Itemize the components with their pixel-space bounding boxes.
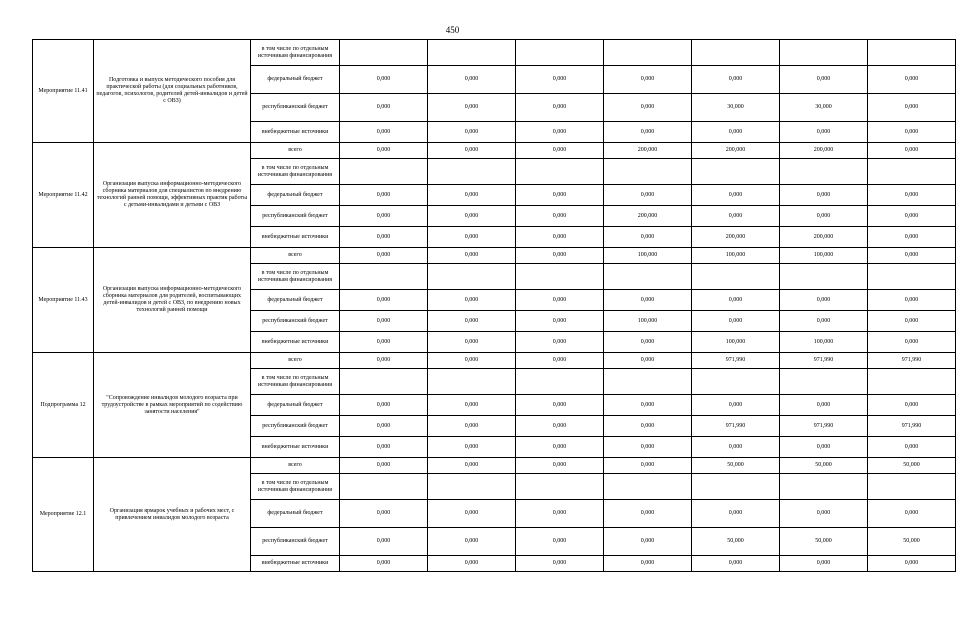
amount-cell: 0,000 xyxy=(428,185,516,206)
amount-cell: 0,000 xyxy=(692,206,780,227)
amount-cell: 0,000 xyxy=(428,311,516,332)
amount-cell xyxy=(516,159,604,185)
amount-cell: 0,000 xyxy=(868,290,956,311)
funding-source-cell: внебюджетные источники xyxy=(251,437,340,458)
program-description-cell: Подготовка и выпуск методического пособия для практической работы (для социальных работников, педагогов, психологов, родителей детей-инвалидов и детей с ОВЗ) xyxy=(94,40,251,143)
funding-source-cell: в том числе по отдельным источникам финансирования xyxy=(251,40,340,66)
amount-cell xyxy=(428,40,516,66)
amount-cell: 100,000 xyxy=(692,248,780,264)
program-description-cell: Организация выпуска информационно-методического сборника материалов для специалистов по внедрению технологий ранней помощи, эффективных практик работы с детьми-инвалидами и детьми с ОВЗ xyxy=(94,143,251,248)
program-code-cell: Подпрограмма 12 xyxy=(33,353,94,458)
funding-source-cell: федеральный бюджет xyxy=(251,185,340,206)
amount-cell: 0,000 xyxy=(340,66,428,94)
amount-cell xyxy=(780,159,868,185)
amount-cell xyxy=(428,474,516,500)
amount-cell xyxy=(428,264,516,290)
amount-cell: 0,000 xyxy=(340,528,428,556)
funding-source-cell: внебюджетные источники xyxy=(251,332,340,353)
amount-cell: 0,000 xyxy=(428,122,516,143)
amount-cell: 200,000 xyxy=(692,227,780,248)
funding-source-cell: всего xyxy=(251,353,340,369)
amount-cell: 0,000 xyxy=(428,556,516,572)
amount-cell: 0,000 xyxy=(340,227,428,248)
amount-cell: 0,000 xyxy=(516,458,604,474)
funding-source-cell: федеральный бюджет xyxy=(251,290,340,311)
amount-cell: 0,000 xyxy=(428,416,516,437)
amount-cell: 0,000 xyxy=(516,500,604,528)
program-code-cell: Мероприятие 11.41 xyxy=(33,40,94,143)
amount-cell: 0,000 xyxy=(604,353,692,369)
amount-cell: 0,000 xyxy=(516,206,604,227)
table-row xyxy=(33,40,956,66)
amount-cell: 0,000 xyxy=(780,206,868,227)
amount-cell xyxy=(604,159,692,185)
table-row xyxy=(33,458,956,474)
amount-cell: 0,000 xyxy=(868,94,956,122)
amount-cell: 0,000 xyxy=(340,500,428,528)
amount-cell: 0,000 xyxy=(428,332,516,353)
amount-cell: 0,000 xyxy=(428,143,516,159)
amount-cell: 200,000 xyxy=(780,143,868,159)
amount-cell: 100,000 xyxy=(604,248,692,264)
funding-source-cell: республиканский бюджет xyxy=(251,416,340,437)
amount-cell xyxy=(780,369,868,395)
amount-cell: 50,000 xyxy=(780,458,868,474)
amount-cell: 0,000 xyxy=(516,290,604,311)
amount-cell xyxy=(516,264,604,290)
amount-cell: 971,990 xyxy=(868,416,956,437)
amount-cell: 0,000 xyxy=(868,437,956,458)
amount-cell: 0,000 xyxy=(604,437,692,458)
funding-source-cell: в том числе по отдельным источникам финансирования xyxy=(251,369,340,395)
amount-cell: 0,000 xyxy=(692,311,780,332)
amount-cell: 971,990 xyxy=(780,416,868,437)
amount-cell: 0,000 xyxy=(604,66,692,94)
amount-cell xyxy=(516,369,604,395)
amount-cell: 971,990 xyxy=(692,416,780,437)
amount-cell: 0,000 xyxy=(340,556,428,572)
program-code-cell: Мероприятие 12.1 xyxy=(33,458,94,572)
amount-cell: 30,000 xyxy=(780,94,868,122)
amount-cell: 0,000 xyxy=(692,122,780,143)
budget-table xyxy=(32,39,956,572)
amount-cell: 0,000 xyxy=(780,185,868,206)
amount-cell xyxy=(780,474,868,500)
amount-cell: 0,000 xyxy=(516,311,604,332)
funding-source-cell: республиканский бюджет xyxy=(251,94,340,122)
amount-cell xyxy=(516,474,604,500)
amount-cell: 100,000 xyxy=(780,332,868,353)
amount-cell: 0,000 xyxy=(604,416,692,437)
amount-cell: 0,000 xyxy=(340,94,428,122)
amount-cell: 0,000 xyxy=(340,248,428,264)
amount-cell: 0,000 xyxy=(340,311,428,332)
amount-cell: 0,000 xyxy=(868,206,956,227)
funding-source-cell: республиканский бюджет xyxy=(251,528,340,556)
amount-cell xyxy=(604,264,692,290)
amount-cell: 0,000 xyxy=(692,66,780,94)
funding-source-cell: внебюджетные источники xyxy=(251,556,340,572)
funding-source-cell: федеральный бюджет xyxy=(251,66,340,94)
amount-cell xyxy=(340,474,428,500)
amount-cell: 0,000 xyxy=(516,437,604,458)
amount-cell xyxy=(692,264,780,290)
amount-cell: 0,000 xyxy=(516,395,604,416)
amount-cell: 200,000 xyxy=(692,143,780,159)
amount-cell: 0,000 xyxy=(604,185,692,206)
amount-cell: 200,000 xyxy=(604,206,692,227)
amount-cell: 50,000 xyxy=(692,458,780,474)
amount-cell: 971,990 xyxy=(780,353,868,369)
amount-cell: 0,000 xyxy=(340,395,428,416)
amount-cell: 0,000 xyxy=(340,290,428,311)
amount-cell xyxy=(780,264,868,290)
amount-cell: 0,000 xyxy=(516,227,604,248)
amount-cell: 0,000 xyxy=(692,437,780,458)
amount-cell: 0,000 xyxy=(516,332,604,353)
amount-cell: 0,000 xyxy=(868,227,956,248)
amount-cell xyxy=(868,369,956,395)
amount-cell: 0,000 xyxy=(604,94,692,122)
amount-cell: 0,000 xyxy=(340,353,428,369)
amount-cell: 0,000 xyxy=(516,528,604,556)
amount-cell: 0,000 xyxy=(868,311,956,332)
page-number: 450 xyxy=(445,25,460,35)
amount-cell: 0,000 xyxy=(604,458,692,474)
amount-cell: 0,000 xyxy=(428,353,516,369)
amount-cell xyxy=(428,369,516,395)
amount-cell: 0,000 xyxy=(780,290,868,311)
program-code-cell: Мероприятие 11.42 xyxy=(33,143,94,248)
amount-cell xyxy=(604,369,692,395)
amount-cell xyxy=(428,159,516,185)
amount-cell xyxy=(868,40,956,66)
amount-cell xyxy=(868,159,956,185)
amount-cell xyxy=(780,40,868,66)
amount-cell: 0,000 xyxy=(604,227,692,248)
amount-cell xyxy=(868,264,956,290)
amount-cell xyxy=(604,474,692,500)
amount-cell: 100,000 xyxy=(780,248,868,264)
amount-cell: 0,000 xyxy=(428,395,516,416)
amount-cell: 100,000 xyxy=(604,311,692,332)
amount-cell: 0,000 xyxy=(516,66,604,94)
amount-cell: 0,000 xyxy=(428,227,516,248)
amount-cell: 0,000 xyxy=(604,500,692,528)
amount-cell xyxy=(692,159,780,185)
amount-cell: 0,000 xyxy=(428,437,516,458)
funding-source-cell: всего xyxy=(251,143,340,159)
amount-cell xyxy=(340,40,428,66)
amount-cell: 0,000 xyxy=(428,94,516,122)
amount-cell xyxy=(692,369,780,395)
amount-cell: 0,000 xyxy=(780,66,868,94)
amount-cell: 0,000 xyxy=(868,248,956,264)
amount-cell: 0,000 xyxy=(692,290,780,311)
amount-cell: 0,000 xyxy=(604,556,692,572)
program-description-cell: Организация ярмарок учебных и рабочих мест, с привлечением инвалидов молодого возраста xyxy=(94,458,251,572)
funding-source-cell: в том числе по отдельным источникам финансирования xyxy=(251,474,340,500)
amount-cell: 0,000 xyxy=(516,248,604,264)
amount-cell: 0,000 xyxy=(780,311,868,332)
amount-cell: 0,000 xyxy=(428,290,516,311)
table-row xyxy=(33,353,956,369)
funding-source-cell: в том числе по отдельным источникам финансирования xyxy=(251,264,340,290)
amount-cell: 0,000 xyxy=(868,332,956,353)
program-code-cell: Мероприятие 11.43 xyxy=(33,248,94,353)
funding-source-cell: федеральный бюджет xyxy=(251,395,340,416)
amount-cell: 0,000 xyxy=(868,122,956,143)
amount-cell xyxy=(604,40,692,66)
amount-cell: 0,000 xyxy=(692,500,780,528)
amount-cell: 0,000 xyxy=(516,143,604,159)
amount-cell: 0,000 xyxy=(340,332,428,353)
amount-cell: 0,000 xyxy=(516,353,604,369)
amount-cell: 0,000 xyxy=(868,556,956,572)
funding-source-cell: в том числе по отдельным источникам финансирования xyxy=(251,159,340,185)
amount-cell: 0,000 xyxy=(780,395,868,416)
amount-cell: 0,000 xyxy=(340,416,428,437)
amount-cell: 0,000 xyxy=(340,437,428,458)
amount-cell: 200,000 xyxy=(604,143,692,159)
funding-source-cell: федеральный бюджет xyxy=(251,500,340,528)
amount-cell: 0,000 xyxy=(340,206,428,227)
amount-cell: 0,000 xyxy=(516,556,604,572)
amount-cell: 100,000 xyxy=(692,332,780,353)
funding-source-cell: всего xyxy=(251,458,340,474)
table-row xyxy=(33,248,956,264)
amount-cell: 0,000 xyxy=(428,500,516,528)
amount-cell: 0,000 xyxy=(868,143,956,159)
amount-cell: 0,000 xyxy=(428,528,516,556)
amount-cell: 0,000 xyxy=(780,500,868,528)
funding-source-cell: внебюджетные источники xyxy=(251,122,340,143)
amount-cell: 0,000 xyxy=(692,395,780,416)
amount-cell xyxy=(340,369,428,395)
amount-cell: 50,000 xyxy=(692,528,780,556)
amount-cell xyxy=(692,474,780,500)
amount-cell: 971,990 xyxy=(868,353,956,369)
amount-cell: 50,000 xyxy=(780,528,868,556)
amount-cell: 0,000 xyxy=(428,248,516,264)
funding-source-cell: внебюджетные источники xyxy=(251,227,340,248)
amount-cell: 0,000 xyxy=(428,206,516,227)
amount-cell: 0,000 xyxy=(516,94,604,122)
amount-cell: 0,000 xyxy=(604,395,692,416)
amount-cell: 0,000 xyxy=(340,143,428,159)
funding-source-cell: всего xyxy=(251,248,340,264)
amount-cell: 30,000 xyxy=(692,94,780,122)
amount-cell: 50,000 xyxy=(868,528,956,556)
amount-cell: 0,000 xyxy=(780,437,868,458)
amount-cell: 0,000 xyxy=(692,556,780,572)
amount-cell xyxy=(516,40,604,66)
program-description-cell: Организация выпуска информационно-методического сборника материалов для родителей, воспитывающих детей-инвалидов и детей с ОВЗ, по внедрению новых технологий ранней помощи xyxy=(94,248,251,353)
funding-source-cell: республиканский бюджет xyxy=(251,311,340,332)
amount-cell: 0,000 xyxy=(692,185,780,206)
amount-cell: 0,000 xyxy=(604,122,692,143)
amount-cell: 0,000 xyxy=(516,416,604,437)
amount-cell: 0,000 xyxy=(604,528,692,556)
amount-cell: 0,000 xyxy=(340,122,428,143)
amount-cell: 0,000 xyxy=(428,66,516,94)
funding-source-cell: республиканский бюджет xyxy=(251,206,340,227)
amount-cell: 0,000 xyxy=(604,290,692,311)
amount-cell: 200,000 xyxy=(780,227,868,248)
amount-cell: 0,000 xyxy=(868,185,956,206)
amount-cell: 0,000 xyxy=(340,185,428,206)
amount-cell xyxy=(340,264,428,290)
table-row xyxy=(33,143,956,159)
amount-cell xyxy=(340,159,428,185)
amount-cell: 0,000 xyxy=(516,185,604,206)
amount-cell: 0,000 xyxy=(428,458,516,474)
amount-cell: 0,000 xyxy=(604,332,692,353)
amount-cell: 0,000 xyxy=(868,500,956,528)
amount-cell: 0,000 xyxy=(780,122,868,143)
amount-cell xyxy=(692,40,780,66)
amount-cell xyxy=(868,474,956,500)
amount-cell: 971,990 xyxy=(692,353,780,369)
amount-cell: 50,000 xyxy=(868,458,956,474)
amount-cell: 0,000 xyxy=(780,556,868,572)
amount-cell: 0,000 xyxy=(868,66,956,94)
amount-cell: 0,000 xyxy=(516,122,604,143)
amount-cell: 0,000 xyxy=(340,458,428,474)
program-description-cell: "Сопровождение инвалидов молодого возраста при трудоустройстве в рамках мероприятий по содействию занятости населения" xyxy=(94,353,251,458)
amount-cell: 0,000 xyxy=(868,395,956,416)
